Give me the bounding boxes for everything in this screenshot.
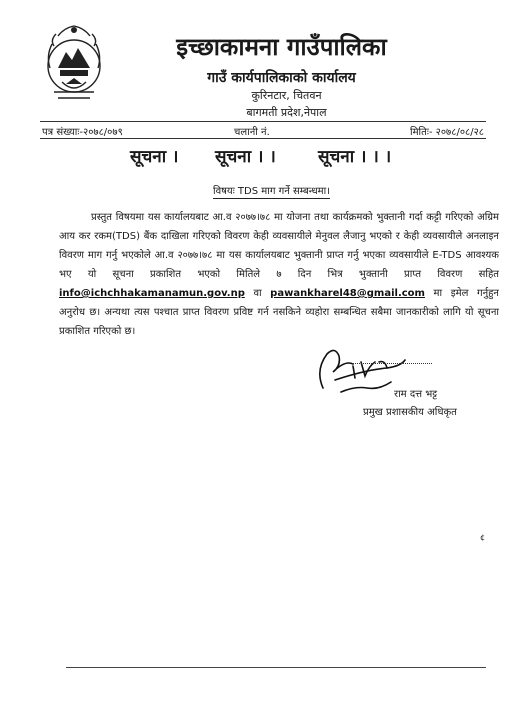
- notice-heading-2: सूचना । ।: [215, 147, 276, 167]
- letter-date: मितिः- २०७८/०८/२८: [409, 127, 484, 138]
- office-subtitle: गाउँ कार्यपालिकाको कार्यालय: [207, 70, 356, 86]
- reference-bar: [40, 121, 486, 139]
- body-text-3: मा इमेल गर्नुहुन अनुरोध छ। अन्यथा त्यस पश्चात प्राप्त विवरण प्रविष्ट गर्न नसकिने व्यहोरा सम्बन्धित सबैमा जानकारीको लागि यो सूचना प्रकाशित गरिएको छ।: [59, 288, 499, 337]
- address-line-1: कुरिनटार, चितवन: [251, 89, 322, 102]
- letter-number: पत्र संख्याः-२०७८/०७९: [42, 127, 123, 138]
- notice-body: [59, 208, 499, 341]
- body-text-1: प्रस्तुत विषयमा यस कार्यालयबाट आ.व २०७७।७८ मा योजना तथा कार्यक्रमको भुक्तानी गर्दा कट्टी गरिएको अग्रिम आय कर रकम(TDS) बैंक दाखिला गरिएको विवरण केही व्यवसायीले मेनुवल लैजानु भएको र केही व्यवसायीले अनलाइन विवरण माग गर्नु भएकोले आ.व २०७७।७८ मा यस कार्यालयबाट भुक्तानी प्राप्त गर्नु भएका व्यवसायीले E-TDS आवश्यक भए यो सूचना प्रकाशित भएको मितिले ७ दिन भित्र भुक्तानी प्राप्त विवरण सहित: [59, 212, 499, 280]
- notice-heading-1: सूचना ।: [130, 147, 179, 167]
- signatory-designation: प्रमुख प्रशासकीय अधिकृत: [363, 407, 457, 418]
- email-link-personal[interactable]: pawankharel48@gmail.com: [270, 288, 425, 299]
- subject-text: विषयः TDS माग गर्ने सम्बन्धमा।: [212, 186, 330, 197]
- subject-line: [0, 183, 523, 197]
- address-line-2: बागमती प्रदेश,नेपाल: [246, 106, 327, 119]
- signature-dotted-line: [352, 363, 432, 364]
- dispatch-number: चलानी नं.: [234, 127, 270, 138]
- signatory-name: राम दत्त भट्ट: [394, 389, 438, 400]
- stray-mark: ¢: [480, 533, 486, 542]
- body-text-2: वा: [253, 288, 262, 299]
- email-link-office[interactable]: info@ichchhakamanamun.gov.np: [59, 288, 245, 299]
- footer-rule: [66, 667, 486, 668]
- notice-heading-3: सूचना । । ।: [318, 147, 392, 167]
- page-title: इच्छाकामना गाउँपालिका: [176, 33, 387, 61]
